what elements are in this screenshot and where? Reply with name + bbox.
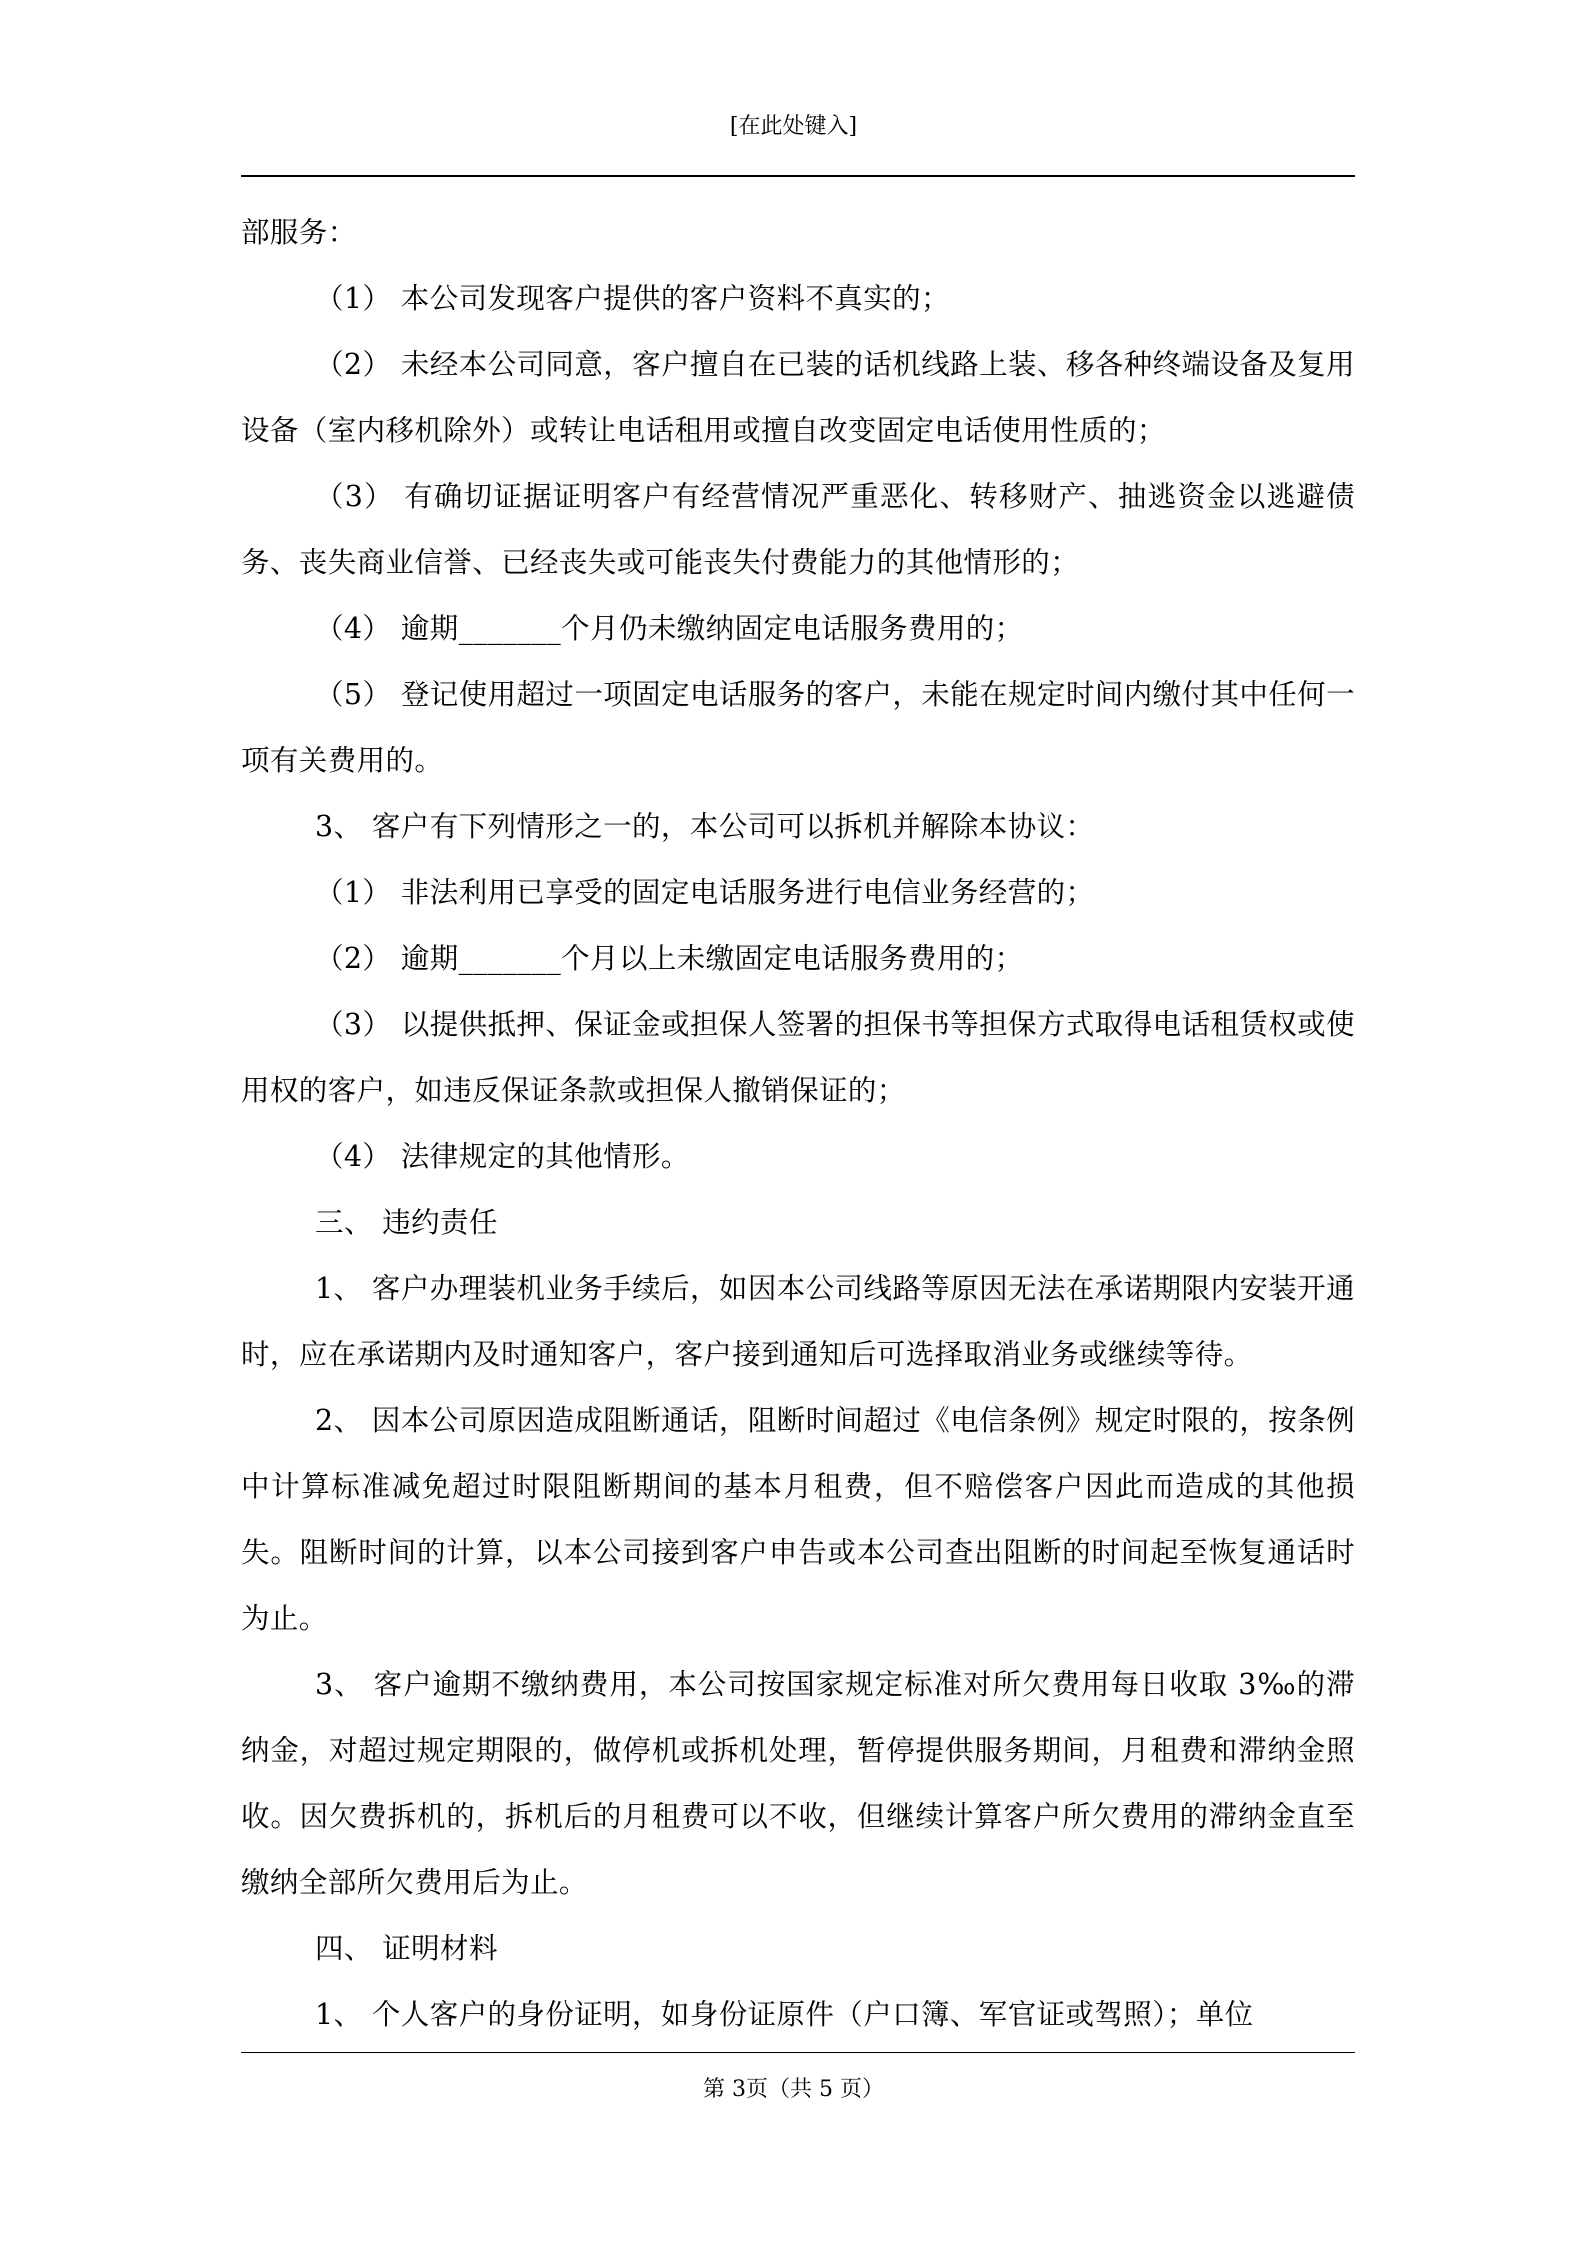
- paragraph: 1、 个人客户的身份证明，如身份证原件（户口簿、军官证或驾照）；单位: [315, 1998, 1254, 2031]
- paragraph: 1、 客户办理装机业务手续后，如因本公司线路等原因无法在承诺期限内安装开通时，应在承诺期内及时通知客户，客户接到通知后可选择取消业务或继续等待。: [241, 1272, 1355, 1371]
- paragraph: 2、 因本公司原因造成阻断通话，阻断时间超过《电信条例》规定时限的，按条例中计算标准减免超过时限阻断期间的基本月租费，但不赔偿客户因此而造成的其他损失。阻断时间的计算，以本公司接到客户申告或本公司查出阻断的时间起至恢复通话时为止。: [241, 1404, 1355, 1635]
- paragraph: （3） 以提供抵押、保证金或担保人签署的担保书等担保方式取得电话租赁权或使用权的客户，如违反保证条款或担保人撤销保证的；: [241, 1008, 1355, 1107]
- paragraph: （1） 非法利用已享受的固定电话服务进行电信业务经营的；: [315, 876, 1095, 909]
- paragraph: （1） 本公司发现客户提供的客户资料不真实的；: [315, 282, 950, 315]
- header-divider: [241, 175, 1355, 177]
- page-header[interactable]: [在此处键入]: [729, 114, 858, 139]
- paragraph: 3、 客户有下列情形之一的，本公司可以拆机并解除本协议：: [315, 810, 1095, 843]
- paragraph: （4） 逾期_______个月仍未缴纳固定电话服务费用的；: [315, 612, 1024, 645]
- paragraph: 部服务：: [241, 216, 357, 249]
- paragraph: （3） 有确切证据证明客户有经营情况严重恶化、转移财产、抽逃资金以逃避债务、丧失商业信誉、已经丧失或可能丧失付费能力的其他情形的；: [241, 480, 1355, 579]
- section-heading: 三、 违约责任: [315, 1206, 498, 1239]
- page-footer: 第 3页（共 5 页）: [703, 2077, 884, 2102]
- paragraph: （5） 登记使用超过一项固定电话服务的客户，未能在规定时间内缴付其中任何一项有关费用的。: [241, 678, 1355, 777]
- section-heading: 四、 证明材料: [315, 1932, 498, 1965]
- footer-divider: [241, 2052, 1355, 2053]
- paragraph: （4） 法律规定的其他情形。: [315, 1140, 690, 1173]
- paragraph: 3、 客户逾期不缴纳费用，本公司按国家规定标准对所欠费用每日收取 3‰的滞纳金，对超过规定期限的，做停机或拆机处理，暂停提供服务期间，月租费和滞纳金照收。因欠费拆机的，拆机后的月租费可以不收，但继续计算客户所欠费用的滞纳金直至缴纳全部所欠费用后为止。: [241, 1668, 1355, 1899]
- paragraph: （2） 逾期_______个月以上未缴固定电话服务费用的；: [315, 942, 1024, 975]
- paragraph: （2） 未经本公司同意，客户擅自在已装的话机线路上装、移各种终端设备及复用设备（室内移机除外）或转让电话租用或擅自改变固定电话使用性质的；: [241, 348, 1355, 447]
- document-body: [241, 200, 1355, 2048]
